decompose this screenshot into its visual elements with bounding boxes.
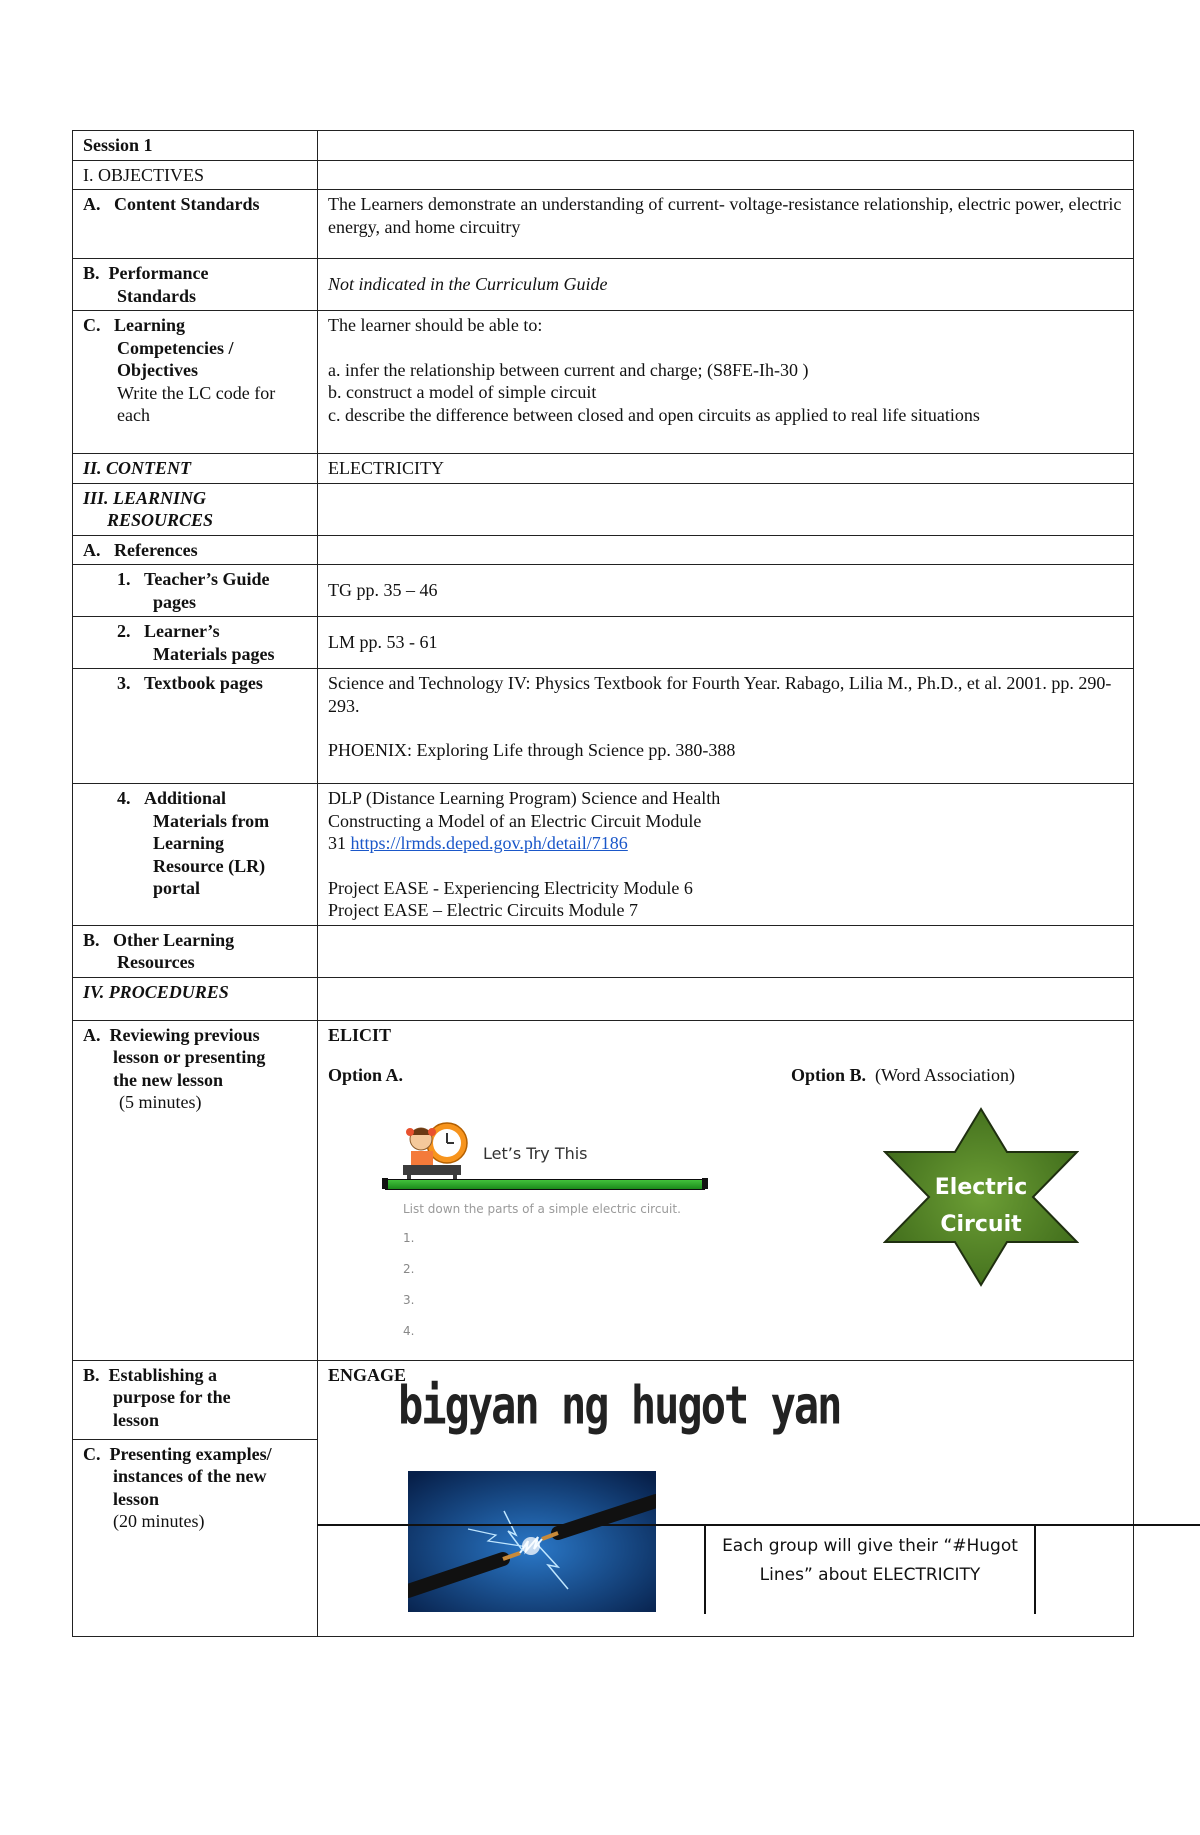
performance-title: Performance <box>108 263 209 283</box>
other-resources-label <box>73 925 318 977</box>
lets-try-this-card <box>373 1121 703 1338</box>
learners-materials-value: LM pp. 53 - 61 <box>318 617 1134 669</box>
procedure-b-title-1: Establishing a <box>108 1364 218 1385</box>
learners-materials-title-2: Materials pages <box>153 643 275 664</box>
references-title: References <box>114 539 198 560</box>
option-b-note: (Word Association) <box>874 1065 1015 1085</box>
options-row <box>328 1064 1123 1087</box>
student-clock-icon <box>401 1121 471 1181</box>
option-b-group <box>791 1064 1015 1087</box>
additional-materials-label <box>73 784 318 926</box>
session-row <box>73 131 1134 161</box>
other-resources-title-1: Other Learning <box>113 929 235 950</box>
additional-title-1: Additional <box>144 788 227 808</box>
procedure-a-row <box>73 1020 1134 1360</box>
lesson-plan-table <box>72 130 1134 1637</box>
references-label <box>73 535 318 565</box>
module-number: 31 <box>328 833 351 853</box>
teachers-guide-row <box>73 565 1134 617</box>
hugot-instruction-box <box>704 1524 1036 1614</box>
teachers-guide-value: TG pp. 35 – 46 <box>318 565 1134 617</box>
engage-content <box>318 1360 1134 1636</box>
textbook-row <box>73 669 1134 784</box>
star-label <box>883 1169 1079 1243</box>
star-label-1: Electric <box>934 1174 1028 1200</box>
content-value: ELECTRICITY <box>318 454 1134 484</box>
teachers-guide-label <box>73 565 318 617</box>
additional-line-5: Project EASE – Electric Circuits Module 7 <box>328 900 638 920</box>
try-list <box>403 1227 414 1351</box>
procedure-b-title-3: lesson <box>113 1409 160 1430</box>
textbook-ref-2: PHOENIX: Exploring Life through Science pp. 380-388 <box>328 740 736 760</box>
procedures-heading: IV. PROCEDURES <box>73 977 318 1020</box>
objectives-heading: I. OBJECTIVES <box>73 160 318 190</box>
learners-materials-title: Learner’s <box>144 621 220 641</box>
list-item: 3. <box>403 1292 415 1307</box>
competencies-title-1: Learning <box>114 315 186 335</box>
performance-standards-label <box>73 259 318 311</box>
learning-resources-title-2: RESOURCES <box>107 510 214 530</box>
competency-item: b. construct a model of simple circuit <box>328 382 597 402</box>
letter: A. <box>83 539 101 560</box>
procedure-bc-row <box>73 1360 1134 1636</box>
procedure-c-title-1: Presenting examples/ <box>109 1443 272 1464</box>
performance-standards-row <box>73 259 1134 311</box>
textbook-label <box>73 669 318 784</box>
lets-try-this-title: Let’s Try This <box>483 1143 588 1163</box>
try-instruction: List down the parts of a simple electric circuit. <box>403 1201 681 1216</box>
star-label-2: Circuit <box>940 1211 1022 1237</box>
procedure-c-title-2: instances of the new <box>113 1466 267 1486</box>
additional-line-4: Project EASE - Experiencing Electricity Module 6 <box>328 877 693 898</box>
competencies-text <box>318 311 1134 454</box>
competency-item: c. describe the difference between closed and open circuits as applied to real life situations <box>328 404 980 425</box>
additional-materials-value <box>318 784 1134 926</box>
learning-resources-value <box>318 483 1134 535</box>
procedure-a-time: (5 minutes) <box>119 1092 202 1112</box>
other-resources-row <box>73 925 1134 977</box>
learning-resources-title-1: III. LEARNING <box>83 487 207 508</box>
objectives-value <box>318 160 1134 190</box>
content-standards-text: The Learners demonstrate an understanding of current- voltage-resistance relationship, electric power, electric energy, and home circuitry <box>318 190 1134 259</box>
learning-resources-heading <box>73 483 318 535</box>
session-value <box>318 131 1134 161</box>
content-heading: II. CONTENT <box>73 454 318 484</box>
competency-item: a. infer the relationship between current and charge; (S8FE-Ih-30 ) <box>328 359 809 380</box>
session-label: Session 1 <box>73 131 318 161</box>
procedures-row <box>73 977 1134 1020</box>
references-row <box>73 535 1134 565</box>
lesson-plan-page <box>72 130 1134 1637</box>
list-item: 1. <box>403 1230 415 1245</box>
letter: C. <box>83 315 101 335</box>
additional-title-2: Materials from <box>153 810 270 831</box>
additional-line-3 <box>328 832 1123 855</box>
item-number: 4. <box>117 788 131 808</box>
option-b-label: Option B. <box>790 1065 866 1085</box>
engage-heading: ENGAGE <box>328 1364 407 1385</box>
electric-spark-image <box>408 1471 656 1612</box>
letter: B. <box>83 1364 100 1385</box>
procedure-a-title-2: lesson or presenting <box>113 1047 266 1067</box>
competencies-note-2: each <box>117 405 150 425</box>
competencies-title-3: Objectives <box>117 360 198 380</box>
teachers-guide-title-2: pages <box>153 591 197 612</box>
group-instruction-1: Each group will give their “#Hugot <box>722 1536 1018 1556</box>
additional-line-1: DLP (Distance Learning Program) Science and Health <box>328 788 721 808</box>
learning-resources-row <box>73 483 1134 535</box>
procedure-a-label <box>73 1020 318 1360</box>
procedures-value <box>318 977 1134 1020</box>
item-number: 3. <box>117 673 131 693</box>
learners-materials-row <box>73 617 1134 669</box>
additional-title-5: portal <box>153 878 200 898</box>
list-item: 2. <box>403 1261 415 1276</box>
procedure-b-title-2: purpose for the <box>113 1387 231 1407</box>
textbook-ref-1: Science and Technology IV: Physics Textbook for Fourth Year. Rabago, Lilia M., Ph.D., et al. 2001. pp. 290-293. <box>328 673 1112 716</box>
title-underline-bar <box>385 1179 705 1190</box>
teachers-guide-title: Teacher’s Guide <box>144 569 270 589</box>
letter: A. <box>83 1024 101 1045</box>
letter: A. <box>83 194 101 214</box>
list-item: 4. <box>403 1323 415 1338</box>
procedure-c-time: (20 minutes) <box>113 1511 205 1531</box>
procedure-a-content <box>318 1020 1134 1360</box>
competencies-note-1: Write the LC code for <box>117 382 276 403</box>
content-row <box>73 454 1134 484</box>
textbook-title: Textbook pages <box>144 673 263 693</box>
procedure-a-title-3: the new lesson <box>113 1069 224 1090</box>
item-number: 2. <box>117 621 131 641</box>
additional-title-3: Learning <box>153 833 225 853</box>
option-a-label: Option A. <box>328 1065 404 1085</box>
letter: C. <box>83 1443 101 1464</box>
additional-materials-row <box>73 784 1134 926</box>
letter: B. <box>83 929 100 950</box>
other-resources-title-2: Resources <box>117 952 195 972</box>
procedure-bc-label <box>73 1360 318 1636</box>
references-value <box>318 535 1134 565</box>
performance-standards-text: Not indicated in the Curriculum Guide <box>318 259 1134 311</box>
content-standards-row <box>73 190 1134 259</box>
competencies-row <box>73 311 1134 454</box>
procedure-c-label <box>73 1440 317 1636</box>
item-number: 1. <box>117 569 131 589</box>
elicit-illustrations <box>328 1087 1123 1357</box>
procedure-b-label <box>73 1361 317 1440</box>
procedure-a-title-1: Reviewing previous <box>109 1024 260 1045</box>
competencies-title-2: Competencies / <box>117 337 234 358</box>
additional-title-4: Resource (LR) <box>153 855 266 876</box>
additional-line-2: Constructing a Model of an Electric Circuit Module <box>328 810 702 831</box>
group-instruction-2: Lines” about ELECTRICITY <box>759 1565 981 1585</box>
other-resources-value <box>318 925 1134 977</box>
learners-materials-label <box>73 617 318 669</box>
elicit-heading: ELICIT <box>328 1024 392 1045</box>
textbook-value <box>318 669 1134 784</box>
hugot-title: bigyan ng hugot yan <box>398 1374 841 1436</box>
procedure-c-title-3: lesson <box>113 1488 160 1509</box>
performance-title-2: Standards <box>117 285 197 306</box>
competencies-label <box>73 311 318 454</box>
competencies-intro: The learner should be able to: <box>328 315 543 335</box>
lrmds-link[interactable]: https://lrmds.deped.gov.ph/detail/7186 <box>350 833 628 853</box>
objectives-row <box>73 160 1134 190</box>
content-standards-title: Content Standards <box>114 194 260 214</box>
letter: B. <box>83 263 100 283</box>
content-standards-label <box>73 190 318 259</box>
